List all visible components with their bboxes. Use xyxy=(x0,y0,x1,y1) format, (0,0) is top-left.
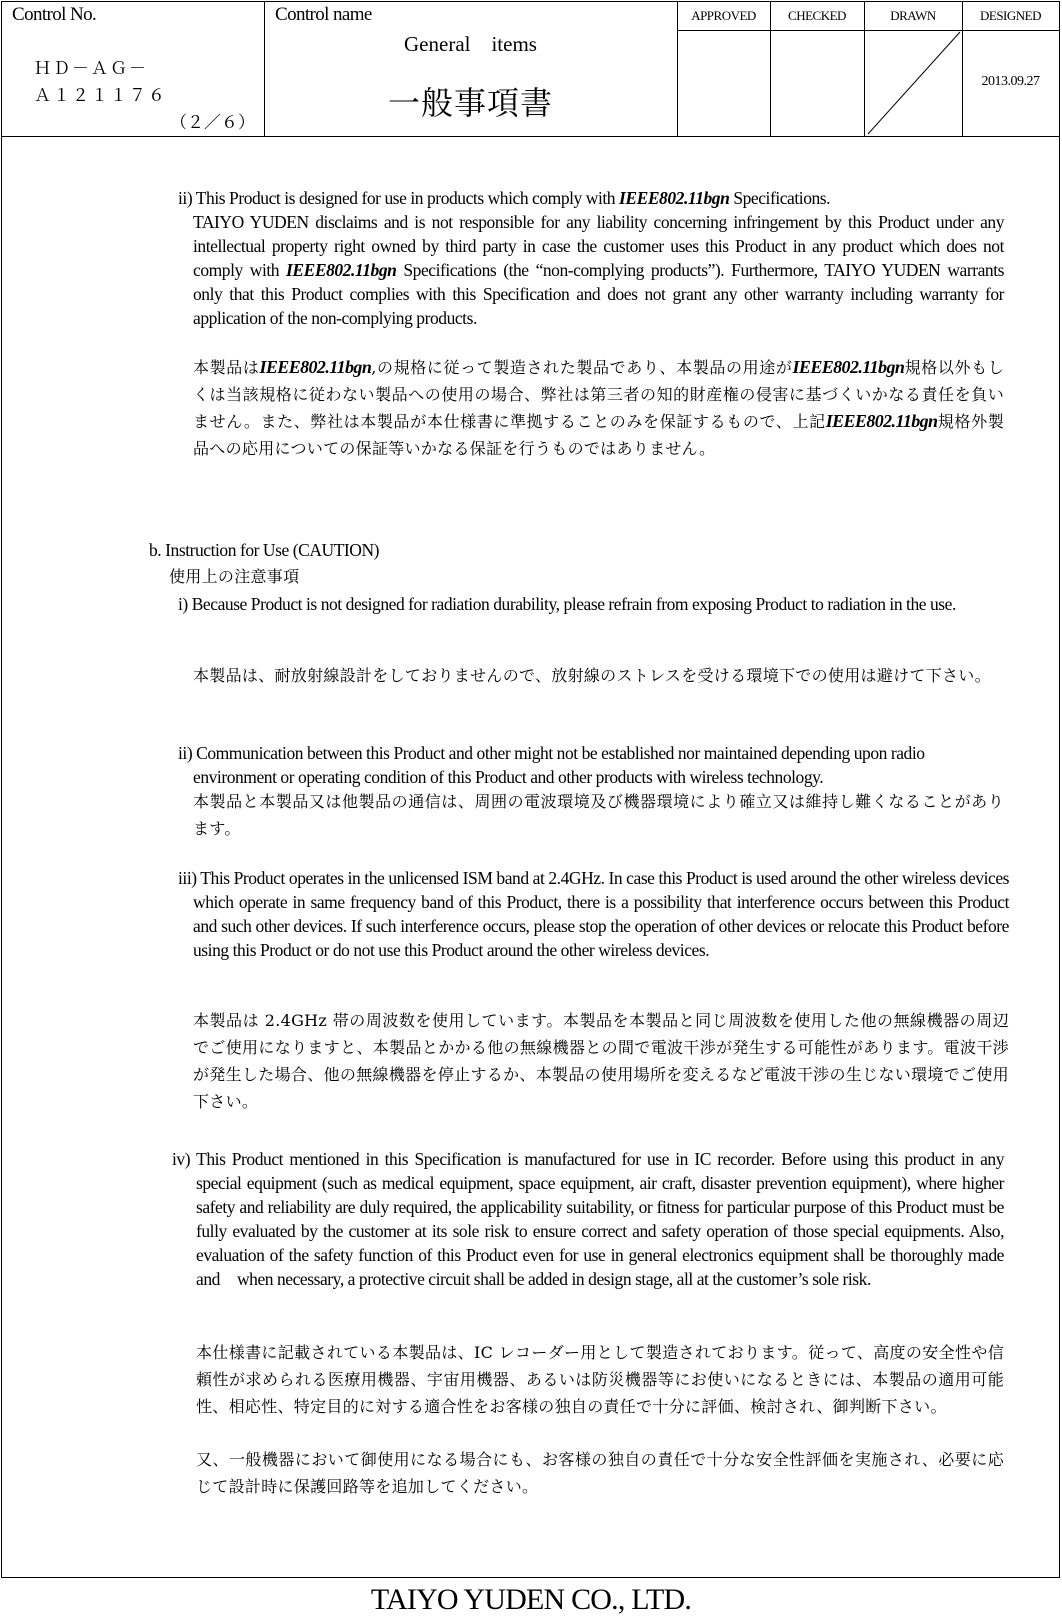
clause-a-ii-jp: 本製品はIEEE802.11bgn,の規格に従って製造された製品であり、本製品の用途がIEEE802.11bgn規格以外もしくは当該規格に従わない製品への使用の場合、弊社は第三者の知的財産権の侵害に基づくいかなる責任を負いません。また、弊社は本製品が本仕様書に準拠することのみを保証するもので、上記IEEE802.11bgn規格外製品への応用についての保証等いかなる保証を行うものではありません。 xyxy=(193,357,1005,458)
clause-b-i-jp: 本製品は、耐放射線設計をしておりませんので、放射線のストレスを受ける環境下での使用は避けて下さい。 xyxy=(193,666,991,685)
clause-a-ii-en: TAIYO YUDEN disclaims and is not responsible for any liability concerning infringement by this Product under any intellectual property right owned by third party in case the customer uses this Product in any product which does not comply with IEEE802.11bgn Specifications (the “non-complying products”). Furthermore, TAIYO YUDEN warrants only that this Product complies with this Specification and does not grant any other warranty including warranty for application of the non-complying products. xyxy=(193,212,1004,328)
page-indicator: （２／６） xyxy=(170,113,255,133)
page-title: 一般事項書 xyxy=(387,84,553,122)
clause-b-iv-en: iv) This Product mentioned in this Specification is manufactured for use in IC recorder. Before using this product in any special equipment (such as medical equipment, space equipment, air craft, disaster prevention equipment), where higher safety and reliability are duly required, the applicability suitability, or fitness for particular purpose of this Product must be fully evaluated by the customer at its sole risk to ensure correct and safety operation of those special equipments. Also, evaluation of the safety function of this Product even for use in general electronics equipment shall be thoroughly made and when necessary, a protective circuit shall be added in design stage, all at the customer’s sole risk. xyxy=(172,1149,1004,1289)
company-footer: TAIYO YUDEN CO., LTD. xyxy=(370,1583,692,1616)
checked-label: CHECKED xyxy=(788,8,846,23)
clause-b-iii-en: iii) This Product operates in the unlicensed ISM band at 2.4GHz. In case this Product is used around the other wireless devices which operate in same frequency band of this Product, there is a possibility that interference occurs between this Product and such other devices. If such interference occurs, please stop the operation of other devices or relocate this Product before using this Product or do not use this Product around the other wireless devices. xyxy=(178,868,1009,960)
section-b-heading-jp: 使用上の注意事項 xyxy=(169,567,300,586)
control-no-line1: ＨＤ－ＡＧ－ xyxy=(34,59,148,79)
clause-b-i-en: i) Because Product is not designed for radiation durability, please refrain from exposing Product to radiation in the use. xyxy=(178,594,956,614)
clause-a-ii-title: ii) This Product is designed for use in products which comply with IEEE802.11bgn Specifications. xyxy=(178,188,831,208)
drawn-diagonal xyxy=(864,30,962,136)
title-block xyxy=(2,2,1059,137)
control-no-label: Control No. xyxy=(12,4,97,25)
clause-b-iv-jp-2: 又、一般機器において御使用になる場合にも、お客様の独自の責任で十分な安全性評価を実施され、必要に応じて設計時に保護回路等を追加してください。 xyxy=(196,1450,1004,1496)
control-no-line2: Ａ１２１１７６ xyxy=(34,86,167,106)
control-name-label: Control name xyxy=(275,4,372,25)
clause-b-iv-jp-1: 本仕様書に記載されている本製品は、IC レコーダー用として製造されております。従って、高度の安全性や信頼性が求められる医療用機器、宇宙用機器、あるいは防災機器等にお使いになるときには、本製品の適用可能性、相応性、特定目的に対する適合性をお客様の独自の責任で十分に評価、検討され、御判断下さい。 xyxy=(196,1343,1004,1416)
approved-label: APPROVED xyxy=(691,8,756,23)
section-b-heading: b. Instruction for Use (CAUTION) xyxy=(149,540,380,560)
clause-b-ii-en: ii) Communication between this Product and other might not be established nor maintained depending upon radio environment or operating condition of this Product and other products with wireless technology. xyxy=(178,743,925,787)
title-en: General items xyxy=(404,32,537,56)
designed-label: DESIGNED xyxy=(980,8,1041,23)
designed-date: 2013.09.27 xyxy=(981,74,1040,89)
clause-b-iii-jp: 本製品は 2.4GHz 帯の周波数を使用しています。本製品を本製品と同じ周波数を使用した他の無線機器の周辺でご使用になりますと、本製品とかかる他の無線機器との間で電波干渉が発生する可能性があります。電波干渉が発生した場合、他の無線機器を停止するか、本製品の使用場所を変えるなど電波干渉の生じない環境でご使用下さい。 xyxy=(193,1011,1009,1111)
drawn-label: DRAWN xyxy=(890,8,936,23)
document-frame xyxy=(1,1,1060,1578)
clause-b-ii-jp: 本製品と本製品又は他製品の通信は、周囲の電波環境及び機器環境により確立又は維持し難くなることがあります。 xyxy=(193,792,1004,838)
